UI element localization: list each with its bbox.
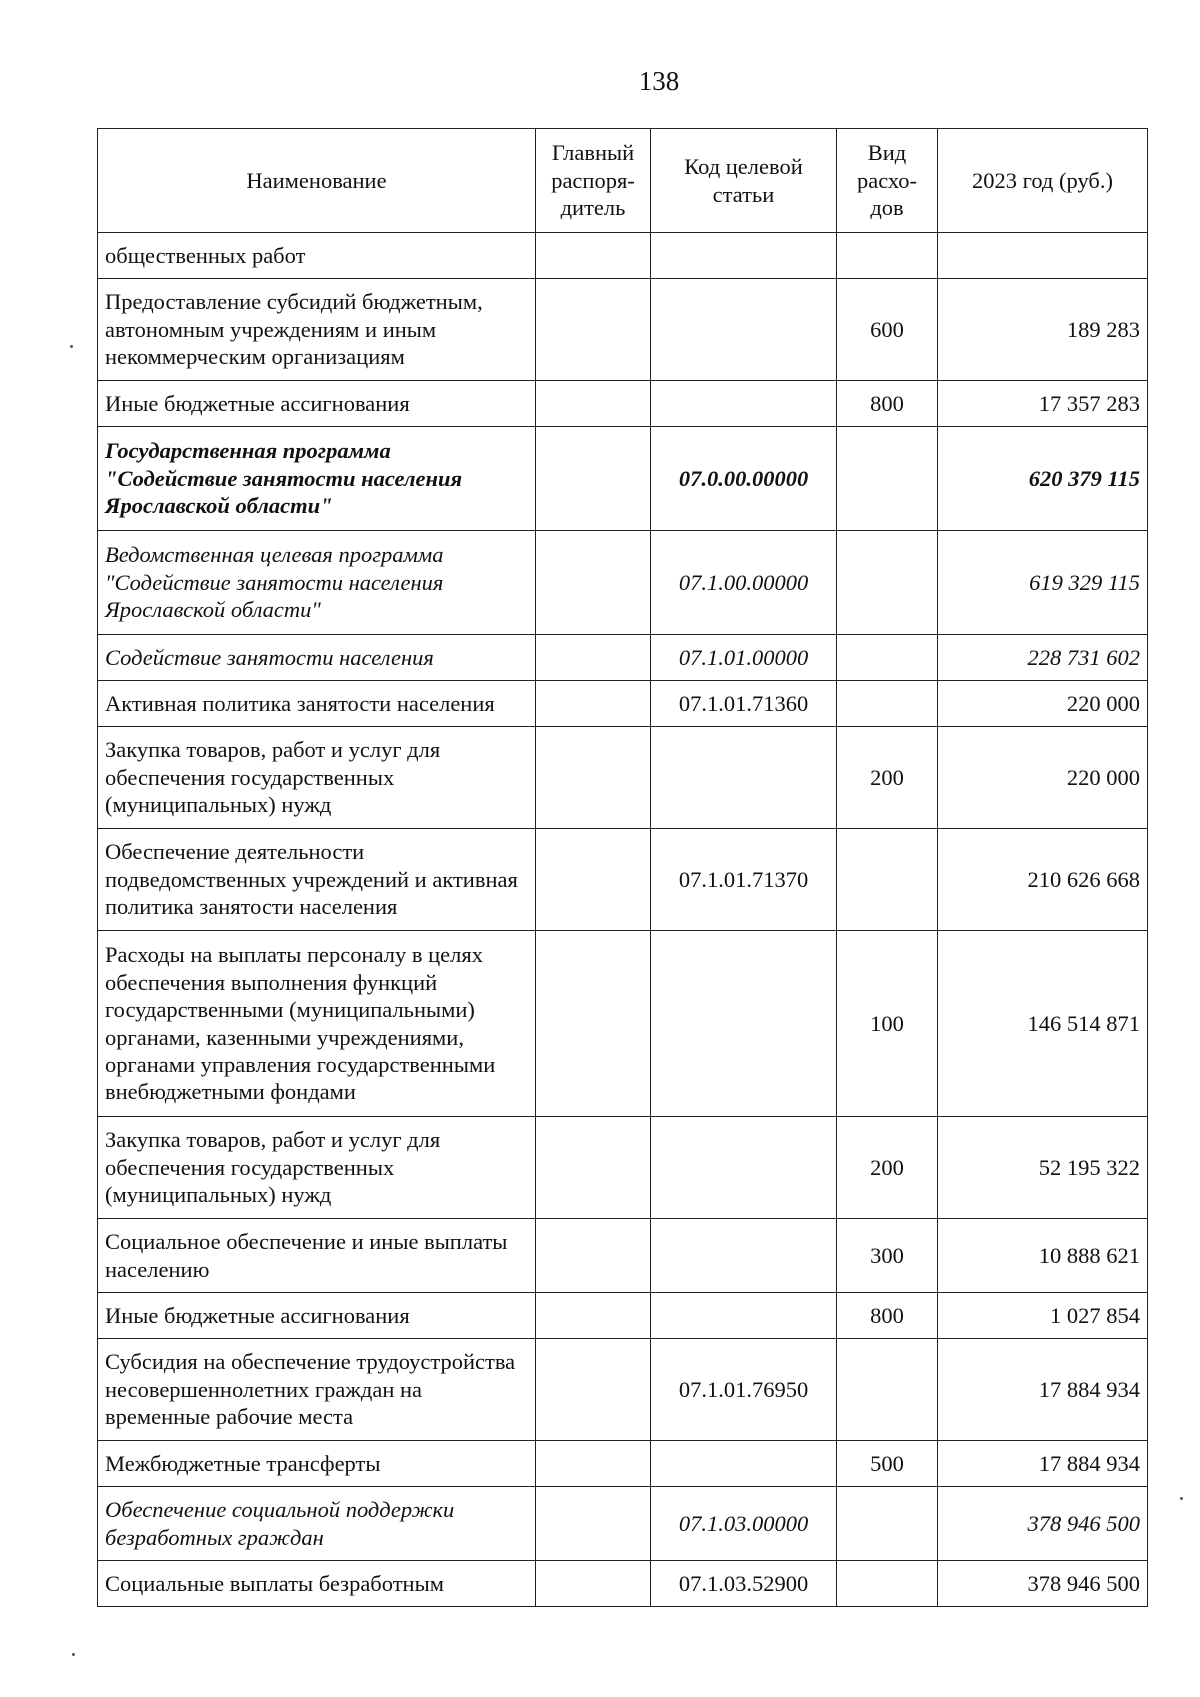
cell-code [651, 279, 837, 381]
cell-manager [536, 531, 651, 635]
cell-amount: 378 946 500 [938, 1561, 1148, 1607]
cell-expense-type [837, 1487, 938, 1561]
header-code: Код целевой статьи [651, 129, 837, 233]
cell-expense-type: 800 [837, 381, 938, 427]
cell-name: Активная политика занятости населения [98, 681, 536, 727]
cell-name: Социальные выплаты безработным [98, 1561, 536, 1607]
table-row [98, 829, 1148, 931]
cell-amount: 10 888 621 [938, 1219, 1148, 1293]
cell-name: Расходы на выплаты персоналу в целях обеспечения выполнения функций государственными (муниципальными) органами, казенными учреждениями, органами управления государственными внебюджетными фондами [98, 931, 536, 1117]
cell-code: 07.1.01.71370 [651, 829, 837, 931]
scan-speck [70, 345, 73, 348]
cell-expense-type [837, 635, 938, 681]
table-header-row [98, 129, 1148, 233]
table-row [98, 681, 1148, 727]
cell-expense-type: 100 [837, 931, 938, 1117]
cell-code: 07.1.01.71360 [651, 681, 837, 727]
cell-expense-type: 200 [837, 1117, 938, 1219]
cell-manager [536, 635, 651, 681]
cell-name: Социальное обеспечение и иные выплаты населению [98, 1219, 536, 1293]
header-amount: 2023 год (руб.) [938, 129, 1148, 233]
cell-amount: 17 884 934 [938, 1339, 1148, 1441]
table-row [98, 1441, 1148, 1487]
cell-manager [536, 279, 651, 381]
cell-name: Обеспечение социальной поддержки безработных граждан [98, 1487, 536, 1561]
cell-manager [536, 1561, 651, 1607]
cell-amount: 189 283 [938, 279, 1148, 381]
table-row [98, 931, 1148, 1117]
cell-code [651, 1219, 837, 1293]
cell-code: 07.1.00.00000 [651, 531, 837, 635]
cell-manager [536, 1339, 651, 1441]
cell-expense-type: 600 [837, 279, 938, 381]
page-number: 138 [638, 66, 680, 96]
scan-speck [72, 1653, 75, 1656]
cell-expense-type [837, 681, 938, 727]
cell-expense-type [837, 233, 938, 279]
cell-manager [536, 829, 651, 931]
cell-name: Иные бюджетные ассигнования [98, 381, 536, 427]
table-row [98, 279, 1148, 381]
cell-manager [536, 681, 651, 727]
cell-amount: 619 329 115 [938, 531, 1148, 635]
cell-amount: 620 379 115 [938, 427, 1148, 531]
cell-name: Иные бюджетные ассигнования [98, 1293, 536, 1339]
cell-amount [938, 233, 1148, 279]
table-row [98, 531, 1148, 635]
cell-expense-type: 300 [837, 1219, 938, 1293]
cell-code: 07.1.01.76950 [651, 1339, 837, 1441]
cell-expense-type: 800 [837, 1293, 938, 1339]
table-row [98, 1219, 1148, 1293]
cell-amount: 220 000 [938, 681, 1148, 727]
cell-manager [536, 1293, 651, 1339]
cell-manager [536, 1219, 651, 1293]
cell-manager [536, 233, 651, 279]
cell-expense-type [837, 427, 938, 531]
cell-code: 07.1.03.52900 [651, 1561, 837, 1607]
cell-name: Межбюджетные трансферты [98, 1441, 536, 1487]
cell-manager [536, 1117, 651, 1219]
cell-amount: 210 626 668 [938, 829, 1148, 931]
table-row [98, 233, 1148, 279]
cell-manager [536, 381, 651, 427]
header-manager: Главный распоря-дитель [536, 129, 651, 233]
cell-code: 07.1.01.00000 [651, 635, 837, 681]
table-body [98, 233, 1148, 1607]
cell-amount: 220 000 [938, 727, 1148, 829]
cell-amount: 146 514 871 [938, 931, 1148, 1117]
table-row [98, 727, 1148, 829]
cell-code [651, 727, 837, 829]
cell-code [651, 931, 837, 1117]
budget-table [97, 128, 1148, 1607]
table-row [98, 1117, 1148, 1219]
cell-amount: 52 195 322 [938, 1117, 1148, 1219]
cell-expense-type [837, 531, 938, 635]
cell-name: Обеспечение деятельности подведомственных учреждений и активная политика занятости населения [98, 829, 536, 931]
cell-manager [536, 931, 651, 1117]
cell-expense-type [837, 829, 938, 931]
table-row [98, 1293, 1148, 1339]
cell-code [651, 1117, 837, 1219]
table-row [98, 635, 1148, 681]
table-row [98, 381, 1148, 427]
cell-name: Ведомственная целевая программа "Содействие занятости населения Ярославской области" [98, 531, 536, 635]
cell-code [651, 1441, 837, 1487]
cell-manager [536, 1487, 651, 1561]
table-row [98, 427, 1148, 531]
cell-code: 07.1.03.00000 [651, 1487, 837, 1561]
cell-expense-type: 200 [837, 727, 938, 829]
cell-amount: 17 357 283 [938, 381, 1148, 427]
table-row [98, 1487, 1148, 1561]
cell-code [651, 381, 837, 427]
cell-code [651, 1293, 837, 1339]
cell-manager [536, 427, 651, 531]
cell-amount: 378 946 500 [938, 1487, 1148, 1561]
cell-name: Предоставление субсидий бюджетным, автономным учреждениям и иным некоммерческим организациям [98, 279, 536, 381]
cell-amount: 228 731 602 [938, 635, 1148, 681]
cell-name: Субсидия на обеспечение трудоустройства несовершеннолетних граждан на временные рабочие места [98, 1339, 536, 1441]
cell-name: Содействие занятости населения [98, 635, 536, 681]
cell-expense-type [837, 1561, 938, 1607]
cell-manager [536, 727, 651, 829]
cell-code: 07.0.00.00000 [651, 427, 837, 531]
table-row [98, 1339, 1148, 1441]
scan-speck [1180, 1497, 1183, 1500]
cell-name: Закупка товаров, работ и услуг для обеспечения государственных (муниципальных) нужд [98, 1117, 536, 1219]
cell-name: общественных работ [98, 233, 536, 279]
cell-code [651, 233, 837, 279]
cell-amount: 17 884 934 [938, 1441, 1148, 1487]
cell-amount: 1 027 854 [938, 1293, 1148, 1339]
header-name: Наименование [98, 129, 536, 233]
header-type: Вид расхо-дов [837, 129, 938, 233]
table-row [98, 1561, 1148, 1607]
cell-name: Закупка товаров, работ и услуг для обеспечения государственных (муниципальных) нужд [98, 727, 536, 829]
cell-expense-type: 500 [837, 1441, 938, 1487]
cell-manager [536, 1441, 651, 1487]
cell-name: Государственная программа "Содействие занятости населения Ярославской области" [98, 427, 536, 531]
cell-expense-type [837, 1339, 938, 1441]
